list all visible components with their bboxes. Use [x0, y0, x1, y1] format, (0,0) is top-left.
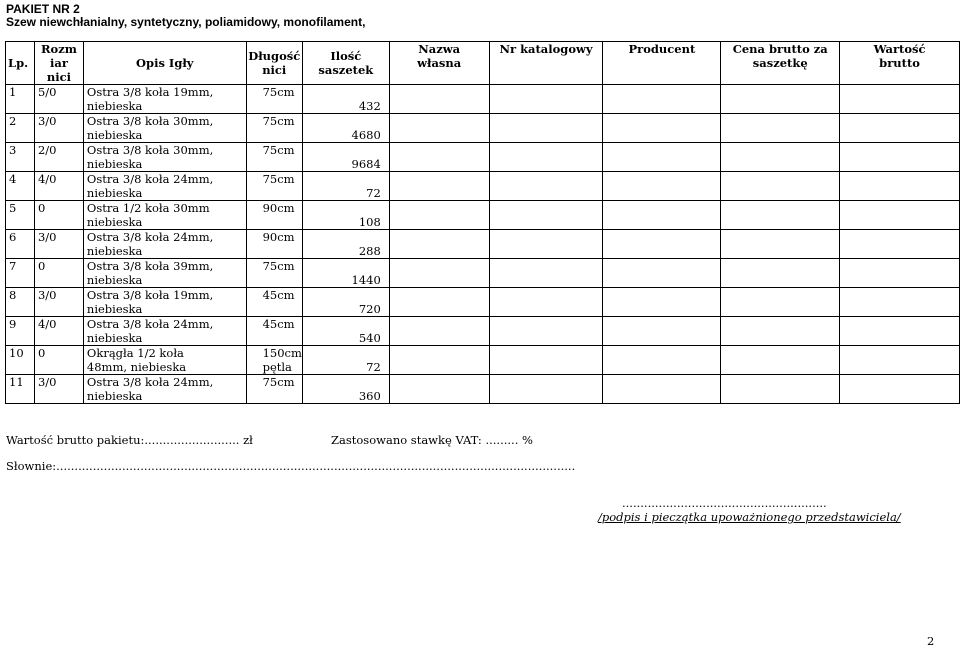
- cell-cena-brutto[interactable]: [721, 317, 840, 346]
- cell-opis: [83, 346, 246, 375]
- cell-nazwa-wlasna[interactable]: [389, 317, 489, 346]
- cell-producent[interactable]: [603, 230, 721, 259]
- cell-opis: [83, 172, 246, 201]
- cell-lp: [6, 230, 35, 259]
- thread-size: 0: [37, 259, 46, 273]
- row-number: 7: [9, 259, 17, 273]
- cell-producent[interactable]: [603, 317, 721, 346]
- cell-nr-katalogowy[interactable]: [489, 375, 603, 404]
- cell-wartosc-brutto[interactable]: [840, 317, 960, 346]
- thread-length: 90cm: [262, 201, 295, 215]
- cell-lp: [6, 114, 35, 143]
- cell-nazwa-wlasna[interactable]: [389, 201, 489, 230]
- header-nr-katalogowy: Nr katalogowy: [489, 42, 603, 85]
- header-rozmiar: Rozm iar nici: [34, 42, 83, 85]
- thread-length: 75cm: [262, 114, 295, 128]
- table-row: [6, 346, 960, 375]
- cell-producent[interactable]: [603, 375, 721, 404]
- cell-rozmiar: [34, 346, 83, 375]
- thread-size: 4/0: [37, 172, 57, 186]
- needle-description-cont: niebieska: [86, 99, 143, 113]
- cell-dlugosc: [246, 317, 302, 346]
- cell-nr-katalogowy[interactable]: [489, 288, 603, 317]
- cell-nazwa-wlasna[interactable]: [389, 259, 489, 288]
- needle-description: Ostra 3/8 koła 19mm,: [86, 85, 214, 99]
- sachet-quantity: 108: [358, 215, 381, 229]
- table-row: [6, 201, 960, 230]
- cell-wartosc-brutto[interactable]: [840, 259, 960, 288]
- sachet-quantity: 72: [366, 360, 381, 374]
- cell-wartosc-brutto[interactable]: [840, 346, 960, 375]
- sachet-quantity: 360: [358, 389, 381, 403]
- sachet-quantity: 432: [358, 99, 381, 113]
- cell-lp: [6, 172, 35, 201]
- thread-length: 150cm: [262, 346, 302, 360]
- cell-wartosc-brutto[interactable]: [840, 375, 960, 404]
- cell-nr-katalogowy[interactable]: [489, 172, 603, 201]
- thread-length: 75cm: [262, 143, 295, 157]
- cell-producent[interactable]: [603, 201, 721, 230]
- cell-rozmiar: [34, 317, 83, 346]
- row-number: 4: [9, 172, 17, 186]
- cell-wartosc-brutto[interactable]: [840, 114, 960, 143]
- signature-label: /podpis i pieczątka upoważnionego przedstawiciela/: [598, 510, 901, 524]
- thread-size: 2/0: [37, 143, 57, 157]
- needle-description-cont: niebieska: [86, 389, 143, 403]
- sachet-quantity: 288: [358, 244, 381, 258]
- cell-wartosc-brutto[interactable]: [840, 230, 960, 259]
- thread-length: 90cm: [262, 230, 295, 244]
- thread-length: 75cm: [262, 259, 295, 273]
- cell-ilosc: [302, 85, 389, 114]
- needle-description: Ostra 1/2 koła 30mm: [86, 201, 210, 215]
- cell-dlugosc: [246, 201, 302, 230]
- cell-cena-brutto[interactable]: [721, 114, 840, 143]
- cell-nr-katalogowy[interactable]: [489, 201, 603, 230]
- cell-dlugosc: [246, 172, 302, 201]
- cell-dlugosc: [246, 375, 302, 404]
- cell-rozmiar: [34, 85, 83, 114]
- cell-cena-brutto[interactable]: [721, 85, 840, 114]
- cell-opis: [83, 230, 246, 259]
- table-row: [6, 85, 960, 114]
- package-title: PAKIET NR 2: [6, 2, 80, 16]
- cell-dlugosc: [246, 114, 302, 143]
- cell-ilosc: [302, 288, 389, 317]
- header-ilosc: Ilość saszetek: [302, 42, 389, 85]
- table-row: [6, 172, 960, 201]
- cell-opis: [83, 288, 246, 317]
- vat-rate: Zastosowano stawkę VAT: ......... %: [331, 433, 533, 447]
- row-number: 9: [9, 317, 17, 331]
- cell-nr-katalogowy[interactable]: [489, 143, 603, 172]
- page-number: 2: [927, 634, 935, 648]
- row-number: 11: [9, 375, 24, 389]
- cell-lp: [6, 288, 35, 317]
- table-row: [6, 288, 960, 317]
- cell-cena-brutto[interactable]: [721, 288, 840, 317]
- needle-description: Ostra 3/8 koła 24mm,: [86, 172, 214, 186]
- cell-ilosc: [302, 346, 389, 375]
- sachet-quantity: 9684: [351, 157, 381, 171]
- cell-opis: [83, 143, 246, 172]
- thread-size: 0: [37, 346, 46, 360]
- cell-opis: [83, 85, 246, 114]
- header-nazwa: Nazwa własna: [389, 42, 489, 85]
- cell-cena-brutto[interactable]: [721, 259, 840, 288]
- cell-rozmiar: [34, 143, 83, 172]
- cell-dlugosc: [246, 85, 302, 114]
- needle-description-cont: niebieska: [86, 302, 143, 316]
- header-lp: Lp.: [6, 42, 35, 85]
- needle-description: Ostra 3/8 koła 30mm,: [86, 114, 214, 128]
- cell-nazwa-wlasna[interactable]: [389, 375, 489, 404]
- cell-producent[interactable]: [603, 114, 721, 143]
- table-row: [6, 317, 960, 346]
- needle-description: Ostra 3/8 koła 24mm,: [86, 375, 214, 389]
- cell-nazwa-wlasna[interactable]: [389, 172, 489, 201]
- sachet-quantity: 72: [366, 186, 381, 200]
- cell-nazwa-wlasna[interactable]: [389, 346, 489, 375]
- cell-producent[interactable]: [603, 85, 721, 114]
- header-opis: Opis Igły: [83, 42, 246, 85]
- sachet-quantity: 540: [358, 331, 381, 345]
- cell-nazwa-wlasna[interactable]: [389, 143, 489, 172]
- needle-description-cont: niebieska: [86, 157, 143, 171]
- table-row: [6, 375, 960, 404]
- thread-length: 75cm: [262, 375, 295, 389]
- cell-rozmiar: [34, 259, 83, 288]
- cell-nazwa-wlasna[interactable]: [389, 288, 489, 317]
- cell-ilosc: [302, 317, 389, 346]
- cell-dlugosc: [246, 259, 302, 288]
- cell-dlugosc: [246, 346, 302, 375]
- needle-description: Okrągła 1/2 koła: [86, 346, 184, 360]
- cell-cena-brutto[interactable]: [721, 230, 840, 259]
- cell-opis: [83, 259, 246, 288]
- cell-wartosc-brutto[interactable]: [840, 85, 960, 114]
- cell-ilosc: [302, 230, 389, 259]
- row-number: 3: [9, 143, 17, 157]
- cell-rozmiar: [34, 201, 83, 230]
- cell-cena-brutto[interactable]: [721, 143, 840, 172]
- cell-ilosc: [302, 259, 389, 288]
- thread-length: 45cm: [262, 288, 295, 302]
- cell-ilosc: [302, 375, 389, 404]
- table-row: [6, 259, 960, 288]
- cell-producent[interactable]: [603, 288, 721, 317]
- needle-description: Ostra 3/8 koła 24mm,: [86, 230, 214, 244]
- cell-rozmiar: [34, 230, 83, 259]
- cell-producent[interactable]: [603, 172, 721, 201]
- cell-producent[interactable]: [603, 259, 721, 288]
- table-row: [6, 143, 960, 172]
- cell-ilosc: [302, 172, 389, 201]
- cell-nr-katalogowy[interactable]: [489, 259, 603, 288]
- cell-nazwa-wlasna[interactable]: [389, 114, 489, 143]
- cell-rozmiar: [34, 172, 83, 201]
- needle-description: Ostra 3/8 koła 19mm,: [86, 288, 214, 302]
- cell-nazwa-wlasna[interactable]: [389, 230, 489, 259]
- needle-description-cont: niebieska: [86, 128, 143, 142]
- cell-nazwa-wlasna[interactable]: [389, 85, 489, 114]
- cell-lp: [6, 317, 35, 346]
- sachet-quantity: 720: [358, 302, 381, 316]
- cell-dlugosc: [246, 143, 302, 172]
- amount-in-words: Słownie:..............................................................................................................................................: [6, 459, 576, 473]
- cell-nr-katalogowy[interactable]: [489, 85, 603, 114]
- thread-size: 3/0: [37, 114, 57, 128]
- thread-size: 0: [37, 201, 46, 215]
- cell-wartosc-brutto[interactable]: [840, 288, 960, 317]
- cell-dlugosc: [246, 288, 302, 317]
- thread-size: 3/0: [37, 375, 57, 389]
- price-table: [5, 41, 960, 404]
- package-description: Szew niewchłanialny, syntetyczny, poliamidowy, monofilament,: [6, 15, 366, 29]
- thread-length: 45cm: [262, 317, 295, 331]
- cell-opis: [83, 114, 246, 143]
- cell-cena-brutto[interactable]: [721, 172, 840, 201]
- cell-wartosc-brutto[interactable]: [840, 172, 960, 201]
- header-dlugosc: Długość nici: [246, 42, 302, 85]
- row-number: 6: [9, 230, 17, 244]
- thread-size: 3/0: [37, 230, 57, 244]
- thread-size: 3/0: [37, 288, 57, 302]
- cell-lp: [6, 143, 35, 172]
- header-wartosc: Wartość brutto: [840, 42, 960, 85]
- cell-lp: [6, 85, 35, 114]
- cell-ilosc: [302, 201, 389, 230]
- cell-dlugosc: [246, 230, 302, 259]
- cell-ilosc: [302, 143, 389, 172]
- cell-lp: [6, 375, 35, 404]
- cell-lp: [6, 201, 35, 230]
- needle-description: Ostra 3/8 koła 39mm,: [86, 259, 214, 273]
- cell-ilosc: [302, 114, 389, 143]
- cell-lp: [6, 346, 35, 375]
- table-row: [6, 230, 960, 259]
- cell-cena-brutto[interactable]: [721, 375, 840, 404]
- cell-producent[interactable]: [603, 346, 721, 375]
- thread-length-note: pętla: [262, 360, 292, 374]
- cell-cena-brutto[interactable]: [721, 201, 840, 230]
- needle-description-cont: 48mm, niebieska: [86, 360, 187, 374]
- row-number: 5: [9, 201, 17, 215]
- row-number: 2: [9, 114, 17, 128]
- row-number: 1: [9, 85, 17, 99]
- table-body: [6, 85, 960, 404]
- header-cena: Cena brutto za saszetkę: [721, 42, 840, 85]
- cell-wartosc-brutto[interactable]: [840, 201, 960, 230]
- cell-rozmiar: [34, 288, 83, 317]
- table-row: [6, 114, 960, 143]
- thread-size: 4/0: [37, 317, 57, 331]
- cell-nr-katalogowy[interactable]: [489, 230, 603, 259]
- cell-lp: [6, 259, 35, 288]
- cell-nr-katalogowy[interactable]: [489, 346, 603, 375]
- needle-description-cont: niebieska: [86, 215, 143, 229]
- needle-description-cont: niebieska: [86, 273, 143, 287]
- cell-opis: [83, 375, 246, 404]
- thread-length: 75cm: [262, 172, 295, 186]
- package-total-value: Wartość brutto pakietu:.......................... zł: [6, 433, 253, 447]
- cell-rozmiar: [34, 375, 83, 404]
- thread-length: 75cm: [262, 85, 295, 99]
- needle-description-cont: niebieska: [86, 244, 143, 258]
- cell-opis: [83, 201, 246, 230]
- cell-nr-katalogowy[interactable]: [489, 114, 603, 143]
- sachet-quantity: 1440: [351, 273, 381, 287]
- cell-cena-brutto[interactable]: [721, 346, 840, 375]
- cell-wartosc-brutto[interactable]: [840, 143, 960, 172]
- needle-description-cont: niebieska: [86, 186, 143, 200]
- signature-dots: ........................................................: [622, 496, 827, 510]
- needle-description: Ostra 3/8 koła 30mm,: [86, 143, 214, 157]
- needle-description-cont: niebieska: [86, 331, 143, 345]
- cell-nr-katalogowy[interactable]: [489, 317, 603, 346]
- header-producent: Producent: [603, 42, 721, 85]
- sachet-quantity: 4680: [351, 128, 381, 142]
- needle-description: Ostra 3/8 koła 24mm,: [86, 317, 214, 331]
- cell-rozmiar: [34, 114, 83, 143]
- cell-producent[interactable]: [603, 143, 721, 172]
- thread-size: 5/0: [37, 85, 57, 99]
- row-number: 10: [9, 346, 24, 360]
- cell-opis: [83, 317, 246, 346]
- row-number: 8: [9, 288, 17, 302]
